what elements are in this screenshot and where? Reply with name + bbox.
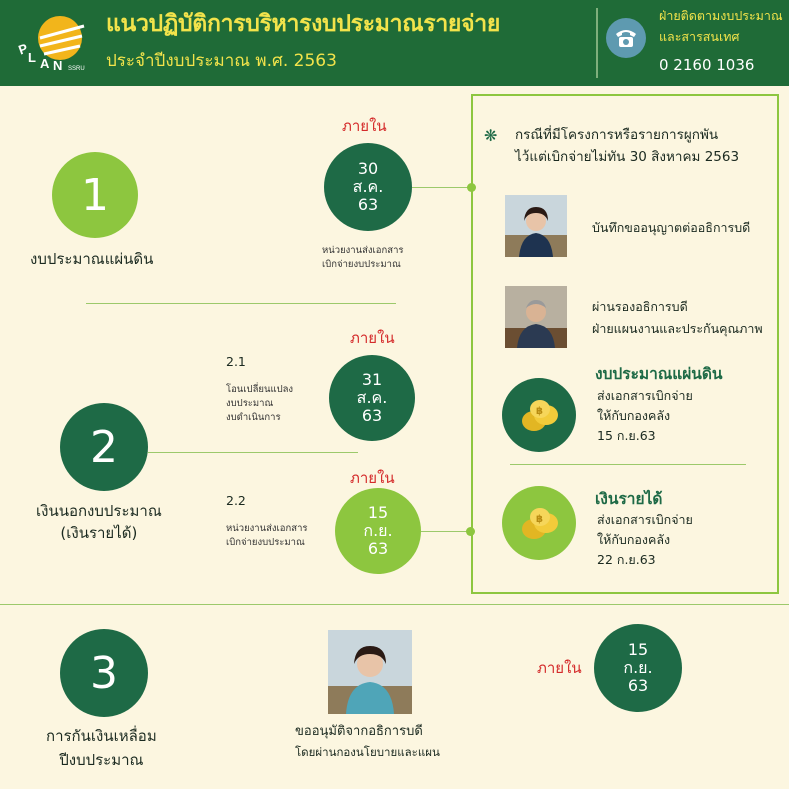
step-1-badge [52, 152, 138, 238]
deadline-year: 63 [361, 406, 383, 425]
within-label-3: ภายใน [350, 469, 395, 487]
panel-divider [510, 464, 746, 465]
sub-2-2-code: 2.2 [226, 493, 246, 508]
deadline-year: 63 [357, 195, 379, 214]
coins-icon [502, 378, 576, 452]
deadline-day: 31 [361, 370, 383, 389]
step-1-number: 1 [81, 169, 109, 221]
within-label-4: ภายใน [537, 659, 582, 677]
svg-text:฿: ฿ [536, 406, 543, 417]
approval-line: โดยผ่านกองนโยบายและแผน [295, 745, 440, 759]
contact-unit: ฝ่ายติดตามงบประมาณ [659, 8, 783, 23]
budget-details [597, 386, 693, 446]
sub-2-2-text [226, 522, 308, 550]
branch-line [148, 452, 358, 453]
detail-line: 22 ก.ย.63 [597, 552, 656, 567]
sub-text-line: โอนเปลี่ยนแปลง [226, 384, 294, 395]
step-2-label [36, 500, 162, 544]
panel-heading-line: ไว้แต่เบิกจ่ายไม่ทัน 30 สิงหาคม 2563 [515, 149, 740, 165]
president-photo [505, 195, 567, 257]
detail-line: ให้กับกองคลัง [597, 408, 671, 423]
step-3-label-line: การกันเงินเหลื่อม [46, 727, 157, 745]
step-line: ผ่านรองอธิการบดี [592, 299, 688, 314]
vice-president-photo [505, 286, 567, 348]
phone-icon [606, 18, 646, 58]
deadline-month: ก.ย. [363, 521, 393, 540]
plan-ssru-logo [18, 12, 88, 76]
deadline-circle-1 [324, 143, 412, 231]
svg-text:N: N [53, 58, 63, 73]
approval-line: ขออนุมัติจากอธิการบดี [295, 724, 423, 739]
deadline-month: ส.ค. [352, 177, 384, 196]
sub-2-1-text [226, 383, 293, 425]
coins-icon [502, 486, 576, 560]
detail-line: ส่งเอกสารเบิกจ่าย [597, 512, 693, 527]
svg-text:฿: ฿ [536, 514, 543, 525]
within-label-1: ภายใน [342, 117, 387, 135]
detail-line: ส่งเอกสารเบิกจ่าย [597, 388, 693, 403]
deadline-year: 63 [627, 676, 649, 695]
section-divider [0, 604, 789, 605]
svg-text:P: P [16, 40, 30, 58]
step-1-note [322, 244, 404, 272]
deadline-month: ส.ค. [356, 388, 388, 407]
income-details [597, 510, 693, 570]
step-3-label-line: ปีงบประมาณ [59, 751, 144, 769]
deadline-circle-3 [335, 488, 421, 574]
detail-line: 15 ก.ย.63 [597, 428, 656, 443]
svg-text:L: L [28, 50, 36, 65]
connector-1 [412, 187, 472, 188]
contact-unit-2: และสารสนเทศ [659, 29, 740, 44]
sub-text-line: งบดำเนินการ [226, 412, 281, 423]
step-2-label-line: (เงินรายได้) [60, 524, 138, 542]
header-divider [596, 8, 598, 78]
step-2-number: 2 [90, 421, 118, 473]
deadline-day: 15 [367, 503, 389, 522]
president-photo [328, 630, 412, 714]
step-line: ฝ่ายแผนงานและประกันคุณภาพ [592, 321, 763, 336]
step-via-vice-president [592, 296, 763, 340]
income-title: เงินรายได้ [595, 490, 663, 508]
svg-text:SSRU: SSRU [68, 66, 85, 72]
panel-heading-line: กรณีที่มีโครงการหรือรายการผูกพัน [515, 127, 719, 143]
step-request-permission: บันทึกขออนุญาตต่ออธิการบดี [592, 220, 751, 235]
deadline-month: ก.ย. [623, 658, 653, 677]
detail-line: ให้กับกองคลัง [597, 532, 671, 547]
deadline-day: 15 [627, 640, 649, 659]
step-2-badge [60, 403, 148, 491]
note-line: เบิกจ่ายงบประมาณ [322, 259, 401, 270]
sub-text-line: งบประมาณ [226, 398, 274, 409]
deadline-year: 63 [367, 539, 389, 558]
contact-phone: 0 2160 1036 [659, 56, 755, 74]
page-title: แนวปฏิบัติการบริหารงบประมาณรายจ่าย [106, 11, 501, 37]
deadline-circle-4 [594, 624, 682, 712]
step-3-number: 3 [90, 647, 118, 699]
step-2-label-line: เงินนอกงบประมาณ [36, 502, 162, 520]
deadline-day: 30 [357, 159, 379, 178]
note-line: หน่วยงานส่งเอกสาร [322, 245, 404, 256]
svg-text:A: A [40, 56, 50, 71]
approval-text [295, 722, 440, 762]
step-3-badge [60, 629, 148, 717]
step-3-label [46, 724, 157, 772]
asterisk-icon: ❋ [484, 126, 498, 145]
page-subtitle: ประจำปีงบประมาณ พ.ศ. 2563 [106, 51, 337, 71]
step-1-label: งบประมาณแผ่นดิน [30, 250, 154, 268]
within-label-2: ภายใน [350, 329, 395, 347]
connector-2 [421, 531, 471, 532]
deadline-circle-2 [329, 355, 415, 441]
sub-text-line: หน่วยงานส่งเอกสาร [226, 523, 308, 534]
sub-text-line: เบิกจ่ายงบประมาณ [226, 537, 305, 548]
panel-heading [515, 124, 739, 168]
budget-title: งบประมาณแผ่นดิน [595, 365, 723, 383]
sub-2-1-code: 2.1 [226, 354, 246, 369]
section-divider [86, 303, 396, 304]
